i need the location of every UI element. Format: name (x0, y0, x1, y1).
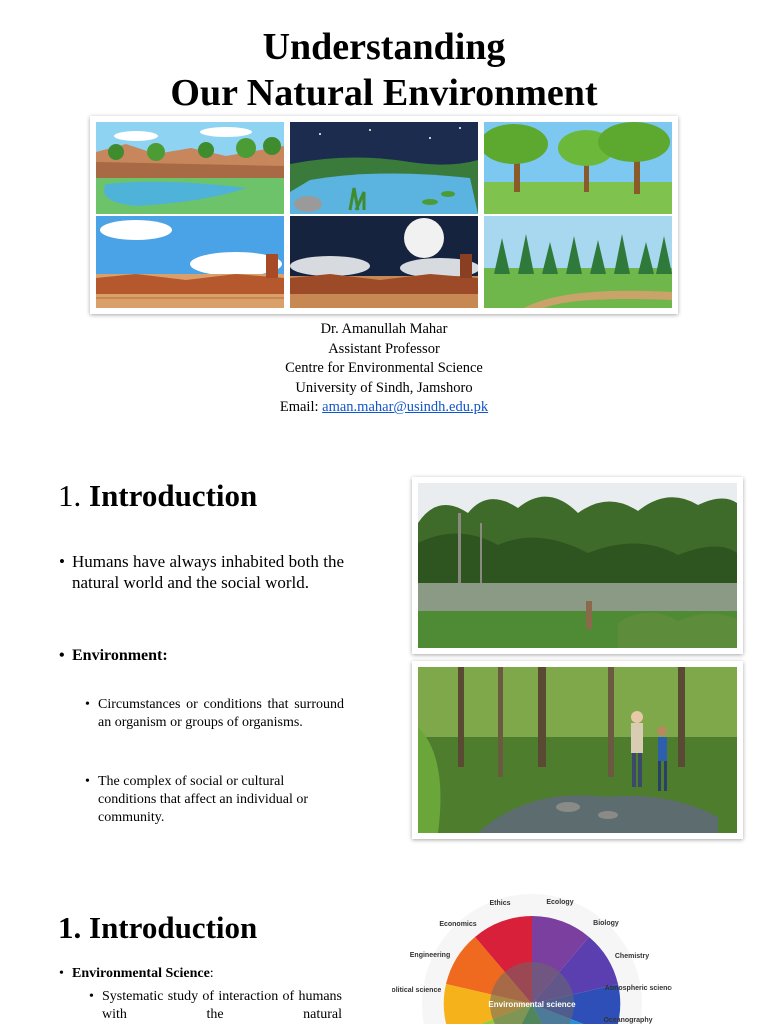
wheel-label-atmospheric-science: Atmospheric science (604, 985, 672, 992)
author-university: University of Sindh, Jamshoro (295, 379, 473, 396)
bullet-environmental-science: • Environmental Science: (59, 966, 214, 981)
night-pond-landscape-image (290, 122, 478, 214)
wheel-label-oceanography: Oceanography (603, 1017, 653, 1024)
sub-bullet-complex: • The complex of social or cultural conditions that affect an individual or community. (85, 774, 309, 825)
author-block (0, 320, 768, 418)
bullet-dot: • (59, 552, 65, 571)
bullet-dot: • (59, 966, 64, 981)
environmental-science-slide (0, 864, 768, 1024)
wheel-label-biology: Biology (593, 920, 619, 927)
title-slide (0, 0, 768, 432)
bullet-dot: • (89, 989, 94, 1004)
sub-bullet-circumstances: • Circumstances or conditions that surround an organism or groups of organisms. (85, 697, 344, 730)
bullet-humans: • Humans have always inhabited both the natural world and the social world. (59, 552, 344, 592)
author-email-line (0, 398, 768, 418)
bullet-dot: • (85, 697, 90, 712)
slide-heading: 1. Introduction (58, 910, 258, 945)
lake-forest-photo (412, 477, 743, 654)
lake-cliff-landscape-image (96, 122, 284, 214)
pine-forest-landscape-image (484, 216, 672, 308)
tree-grove-landscape-image (484, 122, 672, 214)
author-position: Assistant Professor (328, 340, 440, 357)
sub-bullet-systematic-study: • Systematic study of interaction of humans with the natural (89, 989, 342, 1022)
slide-heading: 1. Introduction (58, 478, 258, 513)
desert-night-landscape-image (290, 216, 478, 308)
environmental-science-wheel (392, 886, 672, 1024)
bullet-environment: • Environment: (59, 647, 168, 664)
wheel-label-ethics: Ethics (489, 900, 511, 907)
wheel-label-economics: Economics (439, 921, 477, 928)
introduction-slide (0, 432, 768, 864)
wheel-label-chemistry: Chemistry (614, 953, 650, 960)
forest-stream-hikers-photo (412, 661, 743, 839)
author-name: Dr. Amanullah Mahar (320, 321, 448, 337)
wheel-label-engineering: Engineering (409, 952, 451, 959)
email-link[interactable]: aman.mahar@usindh.edu.pk (322, 399, 489, 415)
email-label: Email: (279, 399, 319, 415)
wheel-center-label: Environmental science (488, 1000, 576, 1009)
bullet-dot: • (59, 647, 65, 664)
wheel-label-ecology: Ecology (546, 899, 574, 906)
author-department: Centre for Environmental Science (285, 360, 483, 376)
desert-day-landscape-image (96, 216, 284, 308)
slide-title: Understanding Our Natural Environment (170, 26, 598, 114)
wheel-label-political-science: Political science (392, 987, 442, 994)
landscape-collage (90, 116, 678, 314)
bullet-dot: • (85, 774, 90, 789)
